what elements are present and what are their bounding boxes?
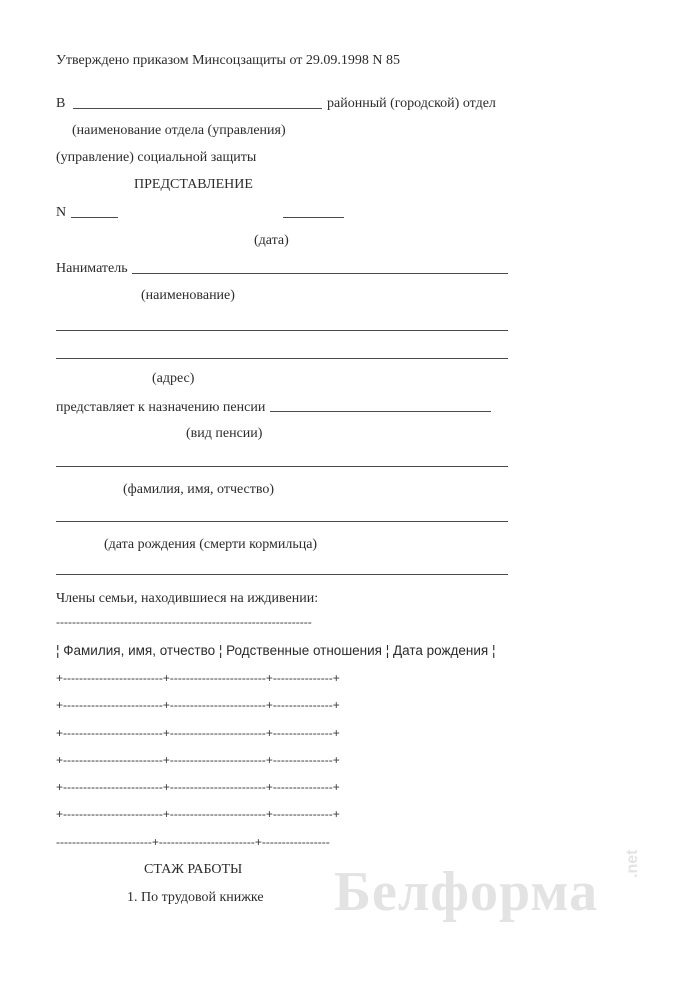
table-header-row: ¦ Фамилия, имя, отчество ¦ Родственные отношения ¦ Дата рождения ¦ xyxy=(56,643,496,658)
extra-blank-line xyxy=(56,574,508,575)
employer-name-hint: (наименование) xyxy=(141,288,235,303)
fio-blank-line xyxy=(56,466,508,467)
table-bottom-border: ------------------------+------------------------+----------------- xyxy=(56,835,330,849)
table-row-separator: +-------------------------+------------------------+---------------+ xyxy=(56,671,340,685)
table-row-separator: +-------------------------+------------------------+---------------+ xyxy=(56,780,340,794)
table-row-separator: +-------------------------+------------------------+---------------+ xyxy=(56,807,340,821)
document-title: ПРЕДСТАВЛЕНИЕ xyxy=(134,177,253,192)
table-top-border: ---------------------------------------------------------------- xyxy=(56,615,312,629)
watermark-domain: .net xyxy=(624,849,641,878)
pension-type-blank-line xyxy=(270,411,491,412)
birth-date-blank-line xyxy=(56,521,508,522)
watermark-logo: Белформа xyxy=(334,861,599,923)
table-row-separator: +-------------------------+------------------------+---------------+ xyxy=(56,698,340,712)
to-prefix: В xyxy=(56,96,66,111)
social-protection-label: (управление) социальной защиты xyxy=(56,150,257,165)
work-book-item: 1. По трудовой книжке xyxy=(127,890,264,905)
district-department: районный (городской) отдел xyxy=(327,96,496,111)
table-row-separator: +-------------------------+------------------------+---------------+ xyxy=(56,753,340,767)
address-blank-line-2 xyxy=(56,358,508,359)
pension-label: представляет к назначению пенсии xyxy=(56,400,266,415)
family-members-label: Члены семьи, находившиеся на иждивении: xyxy=(56,591,319,606)
approval-note: Утверждено приказом Минсоцзащиты от 29.09.1998 N 85 xyxy=(56,53,400,68)
birth-date-hint: (дата рождения (смерти кормильца) xyxy=(104,537,318,552)
work-experience-title: СТАЖ РАБОТЫ xyxy=(144,862,243,877)
date-hint: (дата) xyxy=(254,233,289,248)
date-blank-line xyxy=(283,217,344,218)
employer-blank-line xyxy=(132,273,508,274)
number-blank-line xyxy=(71,217,118,218)
department-blank-line xyxy=(73,108,322,109)
employer-label: Наниматель xyxy=(56,261,128,276)
address-hint: (адрес) xyxy=(152,371,195,386)
address-blank-line-1 xyxy=(56,330,508,331)
fio-hint: (фамилия, имя, отчество) xyxy=(123,482,275,497)
pension-type-hint: (вид пенсии) xyxy=(186,426,263,441)
table-row-separator: +-------------------------+------------------------+---------------+ xyxy=(56,726,340,740)
number-label: N xyxy=(56,205,67,220)
department-name-hint: (наименование отдела (управления) xyxy=(72,123,286,138)
